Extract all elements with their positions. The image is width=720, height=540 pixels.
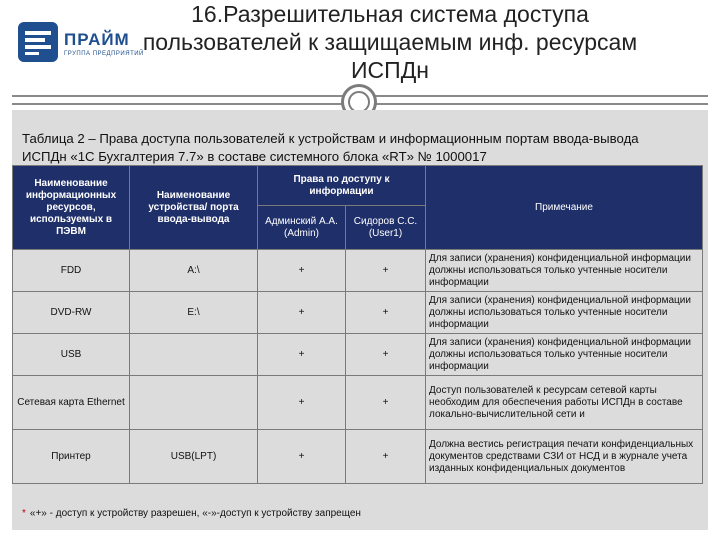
footnote-asterisk: * <box>22 508 26 519</box>
cell-user-sidorov: + <box>346 292 426 334</box>
cell-note: Для записи (хранения) конфиденциальной информации должны использоваться только учтенные носители информации <box>426 250 703 292</box>
caption-line-2: ИСПДн «1С Бухгалтерия 7.7» в составе системного блока «RT» № 1000017 <box>22 149 487 164</box>
header-note: Примечание <box>426 166 703 250</box>
access-rights-table <box>12 165 703 484</box>
table-row <box>13 430 703 484</box>
cell-device: E:\ <box>130 292 258 334</box>
cell-user-sidorov: + <box>346 376 426 430</box>
cell-user-admin: + <box>258 334 346 376</box>
table-row <box>13 334 703 376</box>
header-user-sidorov: Сидоров С.С. (User1) <box>346 206 426 250</box>
cell-note: Доступ пользователей к ресурсам сетевой карты необходим для обеспечения работы ИСПДн в составе локально-вычислительной сети и <box>426 376 703 430</box>
cell-user-sidorov: + <box>346 430 426 484</box>
title-line-3: ИСПДн <box>351 57 429 83</box>
cell-user-sidorov: + <box>346 250 426 292</box>
title-line-1: 16.Разрешительная система доступа <box>191 1 589 27</box>
cell-user-admin: + <box>258 292 346 334</box>
cell-device: A:\ <box>130 250 258 292</box>
cell-resource: USB <box>13 334 130 376</box>
cell-note: Должна вестись регистрация печати конфиденциальных документов средствами СЗИ от НСД и в журнале учета изданных конфиденциальных документов <box>426 430 703 484</box>
caption-line-1: Таблица 2 – Права доступа пользователей к устройствам и информационным портам ввода-вывода <box>22 131 639 146</box>
slide-title <box>130 0 650 84</box>
cell-user-admin: + <box>258 250 346 292</box>
cell-device <box>130 376 258 430</box>
header-device: Наименование устройства/ порта ввода-вывода <box>130 166 258 250</box>
cell-note: Для записи (хранения) конфиденциальной информации должны использоваться только учтенные носители информации <box>426 292 703 334</box>
cell-resource: DVD-RW <box>13 292 130 334</box>
cell-resource: FDD <box>13 250 130 292</box>
cell-device <box>130 334 258 376</box>
cell-user-admin: + <box>258 430 346 484</box>
cell-resource: Сетевая карта Ethernet <box>13 376 130 430</box>
cell-user-admin: + <box>258 376 346 430</box>
table-row <box>13 292 703 334</box>
header-user-admin: Админский А.А. (Admin) <box>258 206 346 250</box>
header-resource: Наименование информационных ресурсов, используемых в ПЭВМ <box>13 166 130 250</box>
table-caption <box>22 130 712 166</box>
logo-name: ПРАЙМ <box>64 30 130 49</box>
table-row <box>13 250 703 292</box>
table-footnote <box>22 508 361 519</box>
cell-user-sidorov: + <box>346 334 426 376</box>
logo-subtitle: ГРУППА ПРЕДПРИЯТИЙ <box>64 51 144 57</box>
cell-resource: Принтер <box>13 430 130 484</box>
logo-mark-icon <box>18 22 58 62</box>
cell-note: Для записи (хранения) конфиденциальной информации должны использоваться только учтенные носители информации <box>426 334 703 376</box>
title-line-2: пользователей к защищаемым инф. ресурсам <box>142 29 638 55</box>
table-row <box>13 376 703 430</box>
footnote-text: «+» - доступ к устройству разрешен, «-»-доступ к устройству запрещен <box>29 508 361 519</box>
header-rights: Права по доступу к информации <box>258 166 426 206</box>
cell-device: USB(LPT) <box>130 430 258 484</box>
